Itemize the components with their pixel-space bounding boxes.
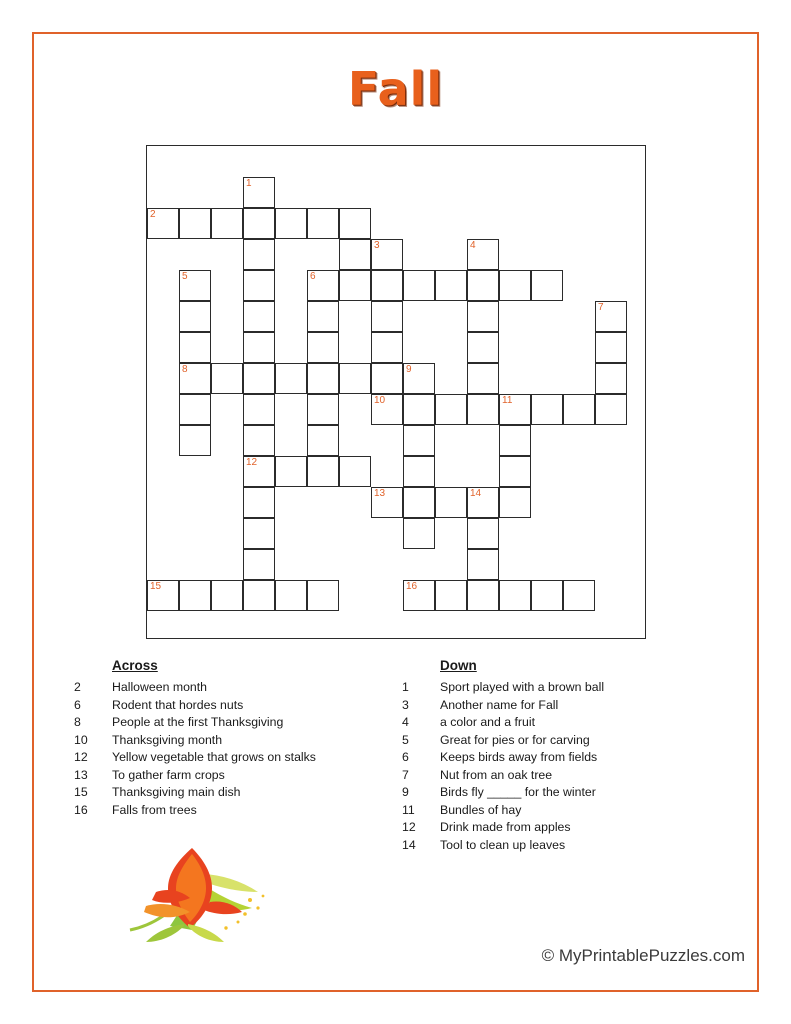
crossword-cell[interactable] xyxy=(275,208,307,239)
crossword-cell[interactable] xyxy=(243,177,275,208)
crossword-cell[interactable] xyxy=(403,394,435,425)
down-clue-list xyxy=(390,679,720,854)
crossword-cell[interactable] xyxy=(371,363,403,394)
clue-row xyxy=(62,697,382,715)
crossword-cell[interactable] xyxy=(371,487,403,518)
cell-number: 3 xyxy=(374,240,380,251)
crossword-cell[interactable] xyxy=(403,363,435,394)
cell-number: 15 xyxy=(150,581,162,592)
crossword-cell[interactable] xyxy=(435,487,467,518)
clue-text: To gather farm crops xyxy=(112,767,225,782)
clue-text: Rodent that hordes nuts xyxy=(112,697,244,712)
crossword-cell[interactable] xyxy=(403,270,435,301)
cell-number: 10 xyxy=(374,395,386,406)
crossword-cell[interactable] xyxy=(467,518,499,549)
clue-row xyxy=(390,749,720,767)
clue-row xyxy=(390,732,720,750)
crossword-cell[interactable] xyxy=(499,394,531,425)
clue-row xyxy=(390,837,720,855)
crossword-cell[interactable] xyxy=(243,394,275,425)
clue-row xyxy=(390,714,720,732)
clue-number: 12 xyxy=(402,820,416,834)
crossword-cell[interactable] xyxy=(595,394,627,425)
crossword-cell[interactable] xyxy=(243,239,275,270)
cell-number: 12 xyxy=(246,457,258,468)
crossword-cell[interactable] xyxy=(307,332,339,363)
crossword-cell[interactable] xyxy=(467,549,499,580)
clue-number: 3 xyxy=(402,697,409,712)
cell-number: 1 xyxy=(246,178,252,189)
footer-credit: © MyPrintablePuzzles.com xyxy=(541,946,745,965)
page-title: Fall xyxy=(347,62,444,116)
clue-number: 16 xyxy=(74,802,88,817)
crossword-cell[interactable] xyxy=(179,270,211,301)
crossword-cell[interactable] xyxy=(147,580,179,611)
clue-number: 13 xyxy=(74,767,88,782)
clue-number: 6 xyxy=(74,697,81,712)
crossword-cell[interactable] xyxy=(467,332,499,363)
crossword-cell[interactable] xyxy=(211,208,243,239)
crossword-cell[interactable] xyxy=(403,456,435,487)
crossword-cell[interactable] xyxy=(243,270,275,301)
crossword-cell[interactable] xyxy=(339,208,371,239)
crossword-cell[interactable] xyxy=(179,363,211,394)
clue-text: Tool to clean up leaves xyxy=(440,837,566,852)
crossword-cell[interactable] xyxy=(179,425,211,456)
clue-row xyxy=(390,784,720,802)
crossword-cell[interactable] xyxy=(435,394,467,425)
clue-text: Drink made from apples xyxy=(440,820,571,834)
crossword-cell[interactable] xyxy=(243,549,275,580)
cell-number: 16 xyxy=(406,581,418,592)
clue-row xyxy=(62,732,382,750)
clue-number: 7 xyxy=(402,767,409,782)
crossword-cell[interactable] xyxy=(595,363,627,394)
crossword-cell[interactable] xyxy=(179,208,211,239)
crossword-cell[interactable] xyxy=(467,239,499,270)
cell-number: 9 xyxy=(406,364,412,375)
crossword-cell[interactable] xyxy=(467,270,499,301)
clue-text: People at the first Thanksgiving xyxy=(112,715,284,729)
down-clues xyxy=(390,658,720,854)
crossword-cell[interactable] xyxy=(307,394,339,425)
clue-text: Keeps birds away from fields xyxy=(440,750,598,764)
clue-text: a color and a fruit xyxy=(440,715,536,729)
crossword-cell[interactable] xyxy=(339,363,371,394)
clue-number: 15 xyxy=(74,785,88,799)
clue-number: 9 xyxy=(402,785,409,799)
crossword-cell[interactable] xyxy=(211,580,243,611)
clue-text: Nut from an oak tree xyxy=(440,767,553,782)
clue-text: Falls from trees xyxy=(112,802,197,817)
crossword-cell[interactable] xyxy=(307,270,339,301)
crossword-cell[interactable] xyxy=(435,580,467,611)
clue-text: Sport played with a brown ball xyxy=(440,680,605,694)
crossword-cell[interactable] xyxy=(403,425,435,456)
crossword-cell[interactable] xyxy=(531,270,563,301)
crossword-cell[interactable] xyxy=(499,580,531,611)
crossword-cell[interactable] xyxy=(563,580,595,611)
crossword-cell[interactable] xyxy=(243,332,275,363)
crossword-cell[interactable] xyxy=(275,456,307,487)
crossword-cell[interactable] xyxy=(595,301,627,332)
crossword-cell[interactable] xyxy=(339,239,371,270)
crossword-cell[interactable] xyxy=(211,363,243,394)
crossword-cell[interactable] xyxy=(243,456,275,487)
crossword-cell[interactable] xyxy=(147,208,179,239)
crossword-cell[interactable] xyxy=(179,580,211,611)
crossword-cell[interactable] xyxy=(307,208,339,239)
crossword-cell[interactable] xyxy=(371,270,403,301)
clue-number: 10 xyxy=(74,732,88,747)
crossword-cell[interactable] xyxy=(531,580,563,611)
clue-row xyxy=(390,767,720,785)
clue-number: 5 xyxy=(402,732,409,747)
crossword-cell[interactable] xyxy=(307,425,339,456)
clue-row xyxy=(62,802,382,820)
clue-text: Bundles of hay xyxy=(440,802,522,817)
crossword-cell[interactable] xyxy=(243,487,275,518)
crossword-cell[interactable] xyxy=(403,518,435,549)
cell-number: 2 xyxy=(150,209,156,220)
clue-row xyxy=(390,802,720,820)
crossword-cell[interactable] xyxy=(371,301,403,332)
crossword-cell[interactable] xyxy=(243,425,275,456)
cell-number: 8 xyxy=(182,364,188,375)
crossword-cell[interactable] xyxy=(499,270,531,301)
crossword-cell[interactable] xyxy=(307,580,339,611)
clues-section xyxy=(0,658,791,852)
crossword-cell[interactable] xyxy=(243,363,275,394)
clue-row xyxy=(62,784,382,802)
crossword-cell[interactable] xyxy=(179,394,211,425)
crossword-cell[interactable] xyxy=(435,270,467,301)
clue-number: 1 xyxy=(402,680,409,694)
clue-number: 8 xyxy=(74,715,81,729)
crossword-cell[interactable] xyxy=(531,394,563,425)
crossword-cell[interactable] xyxy=(339,270,371,301)
crossword-cell[interactable] xyxy=(275,580,307,611)
clue-row xyxy=(390,697,720,715)
crossword-cell[interactable] xyxy=(275,363,307,394)
crossword-cell[interactable] xyxy=(243,301,275,332)
clue-number: 6 xyxy=(402,750,409,764)
crossword-cell[interactable] xyxy=(243,208,275,239)
down-heading: Down xyxy=(440,658,477,673)
clue-row xyxy=(62,679,382,697)
clue-row xyxy=(390,819,720,837)
clue-number: 14 xyxy=(402,837,416,852)
clue-text: Halloween month xyxy=(112,680,208,694)
crossword-grid[interactable] xyxy=(146,145,646,639)
clue-number: 12 xyxy=(74,750,88,764)
cell-number: 5 xyxy=(182,271,188,282)
clue-text: Another name for Fall xyxy=(440,697,559,712)
crossword-cell[interactable] xyxy=(499,425,531,456)
crossword-cell[interactable] xyxy=(179,332,211,363)
crossword-cell[interactable] xyxy=(307,301,339,332)
crossword-cell[interactable] xyxy=(403,580,435,611)
crossword-cell[interactable] xyxy=(243,580,275,611)
crossword-cell[interactable] xyxy=(307,456,339,487)
clue-text: Yellow vegetable that grows on stalks xyxy=(112,750,316,764)
clue-row xyxy=(62,767,382,785)
crossword-cell[interactable] xyxy=(339,456,371,487)
crossword-cell[interactable] xyxy=(595,332,627,363)
fall-leaves-illustration xyxy=(100,830,290,950)
clue-text: Birds fly _____ for the winter xyxy=(440,785,596,799)
clue-number: 4 xyxy=(402,715,409,729)
cell-number: 11 xyxy=(502,395,513,406)
crossword-cell[interactable] xyxy=(467,394,499,425)
clue-number: 2 xyxy=(74,680,81,694)
crossword-cell[interactable] xyxy=(467,580,499,611)
crossword-cell[interactable] xyxy=(499,456,531,487)
crossword-cell[interactable] xyxy=(179,301,211,332)
crossword-cell[interactable] xyxy=(307,363,339,394)
across-clues xyxy=(62,658,382,819)
crossword-cell[interactable] xyxy=(371,332,403,363)
clue-text: Thanksgiving month xyxy=(112,732,223,747)
clue-row xyxy=(390,679,720,697)
crossword-cell[interactable] xyxy=(467,363,499,394)
across-clue-list xyxy=(62,679,382,819)
clue-row xyxy=(62,749,382,767)
cell-number: 4 xyxy=(470,240,476,251)
cell-number: 13 xyxy=(374,488,386,499)
crossword-cell[interactable] xyxy=(467,487,499,518)
cell-number: 6 xyxy=(310,271,316,282)
clue-text: Thanksgiving main dish xyxy=(112,785,241,799)
crossword-cell[interactable] xyxy=(563,394,595,425)
crossword-cell[interactable] xyxy=(467,301,499,332)
clue-text: Great for pies or for carving xyxy=(440,732,590,747)
crossword-cell[interactable] xyxy=(371,394,403,425)
crossword-cell[interactable] xyxy=(243,518,275,549)
crossword-cell[interactable] xyxy=(403,487,435,518)
crossword-cell[interactable] xyxy=(371,239,403,270)
cell-number: 14 xyxy=(470,488,482,499)
clue-number: 11 xyxy=(402,802,415,817)
clue-row xyxy=(62,714,382,732)
cell-number: 7 xyxy=(598,302,604,313)
across-heading: Across xyxy=(112,658,158,673)
crossword-cell[interactable] xyxy=(499,487,531,518)
